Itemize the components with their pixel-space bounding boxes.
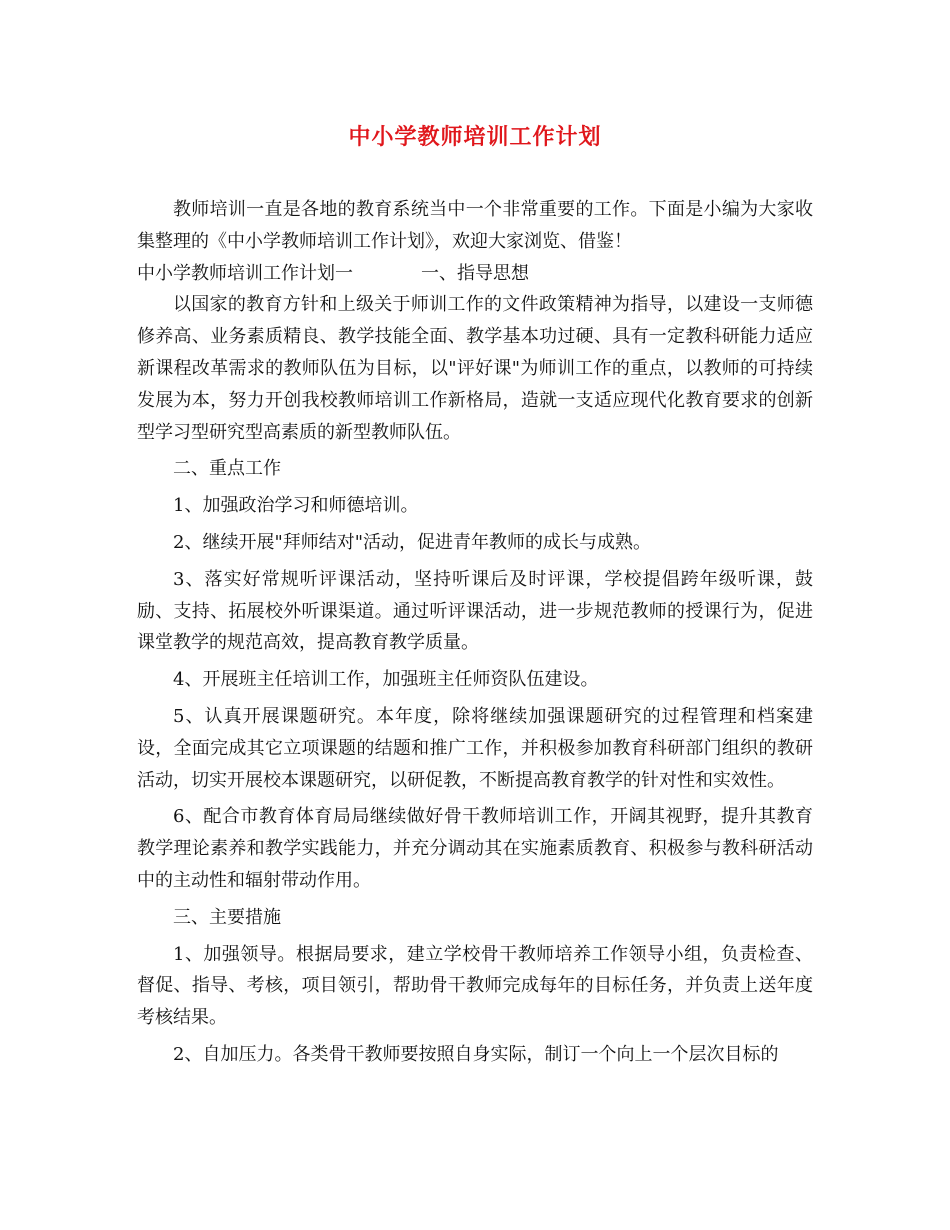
document-body xyxy=(137,194,813,1071)
section2-heading: 二、重点工作 xyxy=(173,458,281,480)
section3-heading: 三、主要措施 xyxy=(173,906,281,928)
section2-item: 5、认真开展课题研究。本年度，除将继续加强课题研究的过程管理和档案建设，全面完成其它立项课题的结题和推广工作，并积极参加教育科研部门组织的教研活动，切实开展校本课题研究，以研促教，不断提高教育教学的针对性和实效性。 xyxy=(137,705,813,791)
section3-item: 2、自加压力。各类骨干教师要按照自身实际，制订一个向上一个层次目标的 xyxy=(173,1043,779,1065)
plan-label: 中小学教师培训工作计划一 xyxy=(137,262,353,284)
section2-item: 6、配合市教育体育局局继续做好骨干教师培训工作，开阔其视野，提升其教育教学理论素养和教学实践能力，并充分调动其在实施素质教育、积极参与教科研活动中的主动性和辐射带动作用。 xyxy=(137,806,813,891)
intro-paragraph: 教师培训一直是各地的教育系统当中一个非常重要的工作。下面是小编为大家收集整理的《中小学教师培训工作计划》，欢迎大家浏览、借鉴！ xyxy=(137,199,813,252)
section2-item: 2、继续开展"拜师结对"活动，促进青年教师的成长与成熟。 xyxy=(173,531,652,553)
section3-item: 1、加强领导。根据局要求，建立学校骨干教师培养工作领导小组，负责检查、督促、指导、考核，项目领引，帮助骨干教师完成每年的目标任务，并负责上送年度考核结果。 xyxy=(137,943,813,1029)
section2-item: 4、开展班主任培训工作，加强班主任师资队伍建设。 xyxy=(173,669,599,691)
document-title: 中小学教师培训工作计划 xyxy=(348,124,602,150)
section2-item: 3、落实好常规听评课活动，坚持听课后及时评课，学校提倡跨年级听课，鼓励、支持、拓展校外听课渠道。通过听评课活动，进一步规范教师的授课行为，促进课堂教学的规范高效，提高教育教学质量。 xyxy=(137,568,813,654)
plan-heading-line xyxy=(137,258,813,290)
section1-heading: 一、指导思想 xyxy=(421,262,529,284)
section2-item: 1、加强政治学习和师德培训。 xyxy=(173,495,419,517)
section1-paragraph: 以国家的教育方针和上级关于师训工作的文件政策精神为指导，以建设一支师德修养高、业务素质精良、教学技能全面、教学基本功过硬、具有一定教科研能力适应新课程改革需求的教师队伍为目标，以"评好课"为师训工作的重点，以教师的可持续发展为本，努力开创我校教师培训工作新格局，造就一支适应现代化教育要求的创新型学习型研究型高素质的新型教师队伍。 xyxy=(137,294,813,443)
